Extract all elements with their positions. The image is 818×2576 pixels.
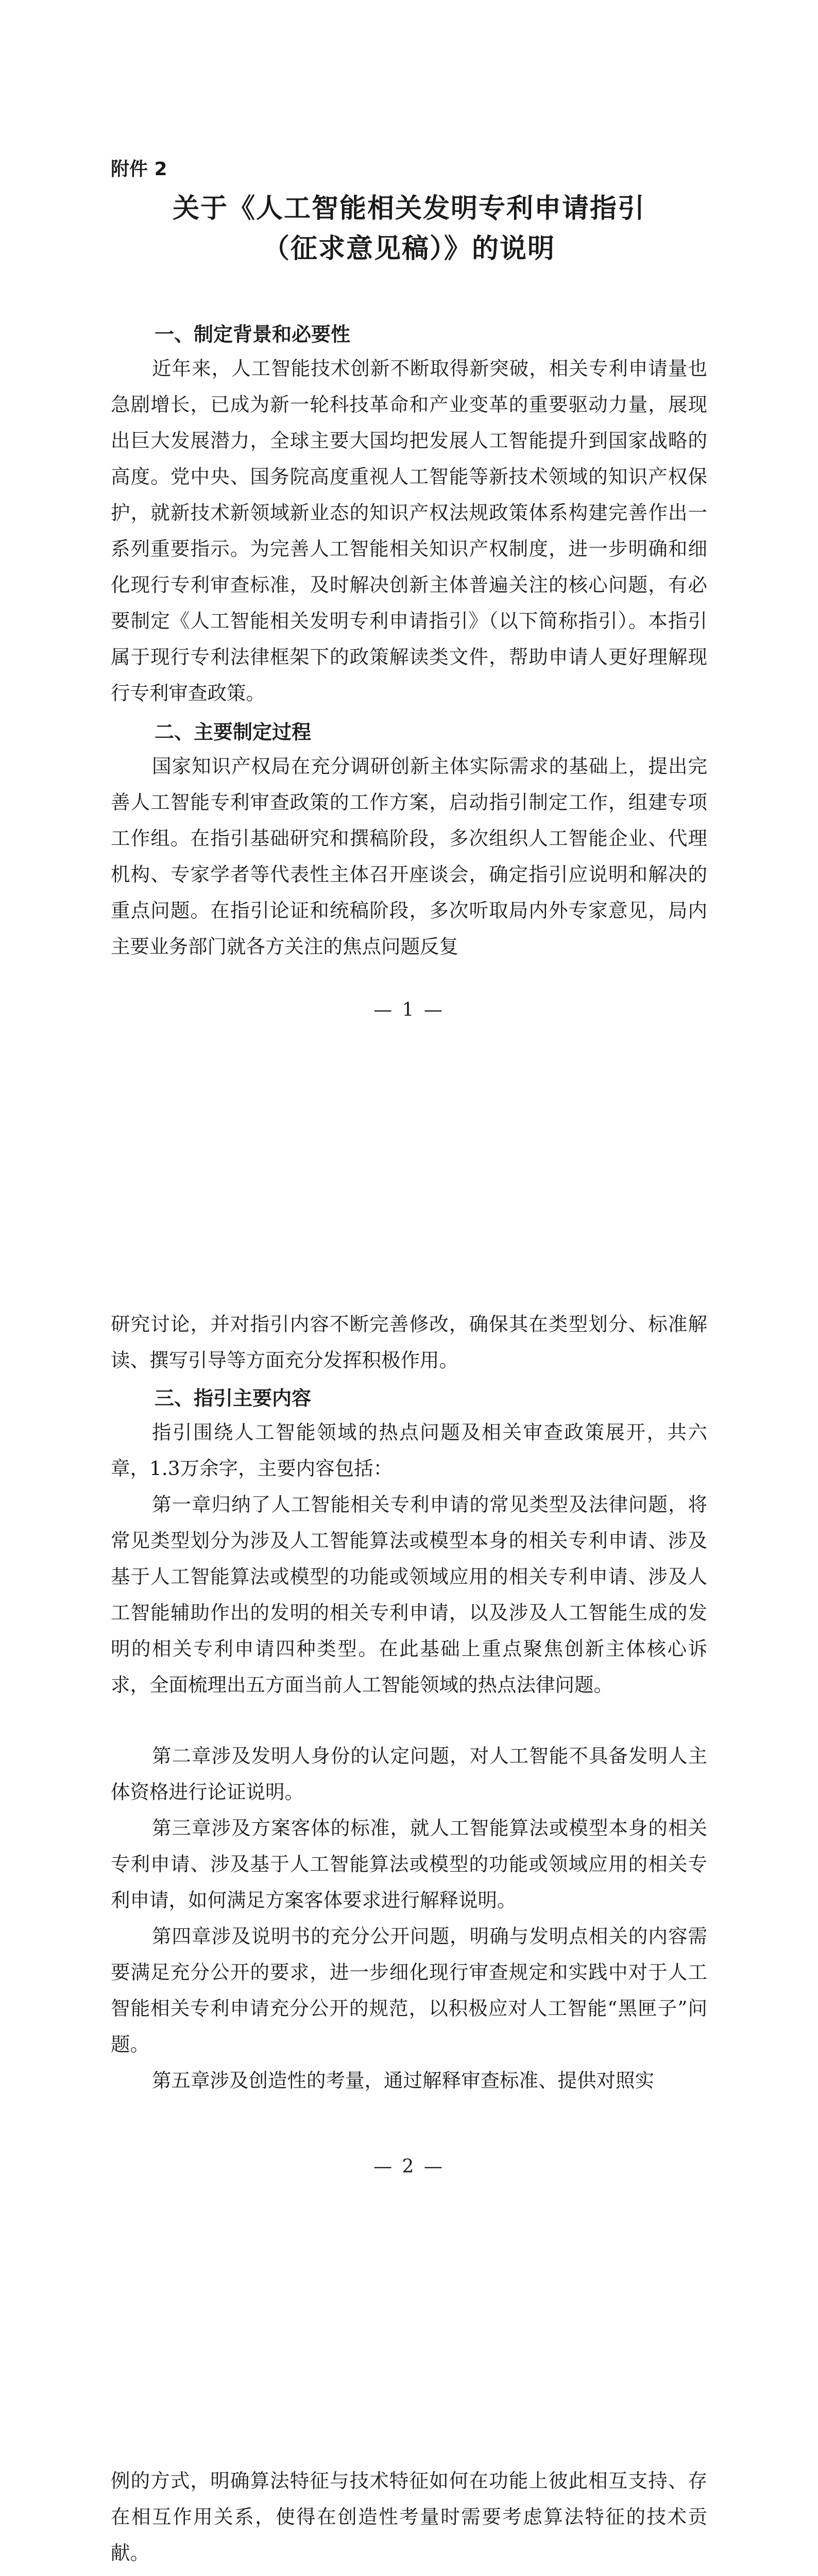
document-title-line-2: （征求意见稿）》的说明	[262, 233, 555, 264]
paragraph-process: 国家知识产权局在充分调研创新主体实际需求的基础上，提出完善人工智能专利审查政策的工作方案，启动指引制定工作，组建专项工作组。在指引基础研究和撰稿阶段，多次组织人工智能企业、代理机构、专家学者等代表性主体召开座谈会，确定指引应说明和解决的重点问题。在指引论证和统稿阶段，多次听取局内外专家意见，局内主要业务部门就各方关注的焦点问题反复	[111, 755, 707, 958]
paragraph-chapter-5: 第五章涉及创造性的考量，通过解释审查标准、提供对照实	[152, 2069, 654, 2092]
attachment-label: 附件 2	[111, 159, 167, 180]
page-3	[0, 2313, 818, 2576]
paragraph-background: 近年来，人工智能技术创新不断取得新突破，相关专利申请量也急剧增长，已成为新一轮科技革命和产业变革的重要驱动力量，展现出巨大发展潜力，全球主要大国均把发展人工智能提升到国家战略的高度。党中央、国务院高度重视人工智能等新技术领域的知识产权保护，就新技术新领域新业态的知识产权法规政策体系构建完善作出一系列重要指示。为完善人工智能相关知识产权制度，进一步明确和细化现行专利审查标准，及时解决创新主体普遍关注的核心问题，有必要制定《人工智能相关发明专利申请指引》（以下简称指引）。本指引属于现行专利法律框架下的政策解读类文件，帮助申请人更好理解现行专利审查政策。	[111, 357, 707, 704]
page-1	[0, 0, 818, 1157]
paragraph-chapter-3: 第三章涉及方案客体的标准，就人工智能算法或模型本身的相关专利申请、涉及基于人工智能算法或模型的功能或领域应用的相关专利申请，如何满足方案客体要求进行解释说明。	[111, 1817, 707, 1911]
page-number: — 1 —	[373, 999, 445, 1021]
paragraph-process-continued: 研究讨论，并对指引内容不断完善修改，确保其在类型划分、标准解读、撰写引导等方面充分发挥积极作用。	[111, 1313, 707, 1371]
paragraph-chapter-1: 第一章归纳了人工智能相关专利申请的常见类型及法律问题，将常见类型划分为涉及人工智能算法或模型本身的相关专利申请、涉及基于人工智能算法或模型的功能或领域应用的相关专利申请、涉及人工智能辅助作出的发明的相关专利申请，以及涉及人工智能生成的发明的相关专利申请四种类型。在此基础上重点聚焦创新主体核心诉求，全面梳理出五方面当前人工智能领域的热点法律问题。	[111, 1493, 707, 1696]
paragraph-content-intro: 指引围绕人工智能领域的热点问题及相关审查政策展开，共六章，1.3万余字，主要内容包括：	[111, 1421, 707, 1480]
page-number: — 2 —	[373, 2156, 445, 2177]
paragraph-chapter-5-continued: 例的方式，明确算法特征与技术特征如何在功能上彼此相互支持、存在相互作用关系，使得在创造性考量时需要考虑算法特征的技术贡献。	[111, 2469, 707, 2564]
document-title-line-1: 关于《人工智能相关发明专利申请指引	[172, 193, 645, 224]
paragraph-chapter-2: 第二章涉及发明人身份的认定问题，对人工智能不具备发明人主体资格进行论证说明。	[111, 1744, 707, 1803]
section-heading-background: 一、制定背景和必要性	[155, 323, 351, 346]
paragraph-chapter-4: 第四章涉及说明书的充分公开问题，明确与发明点相关的内容需要满足充分公开的要求，进一步细化现行审查规定和实践中对于人工智能相关专利申请充分公开的规范，以积极应对人工智能“黑匣子”问题。	[111, 1925, 707, 2056]
paragraph-chapter-6	[111, 2571, 707, 2576]
section-heading-content: 三、指引主要内容	[155, 1387, 312, 1410]
section-heading-process: 二、主要制定过程	[155, 721, 312, 743]
page-2	[0, 1157, 818, 2313]
